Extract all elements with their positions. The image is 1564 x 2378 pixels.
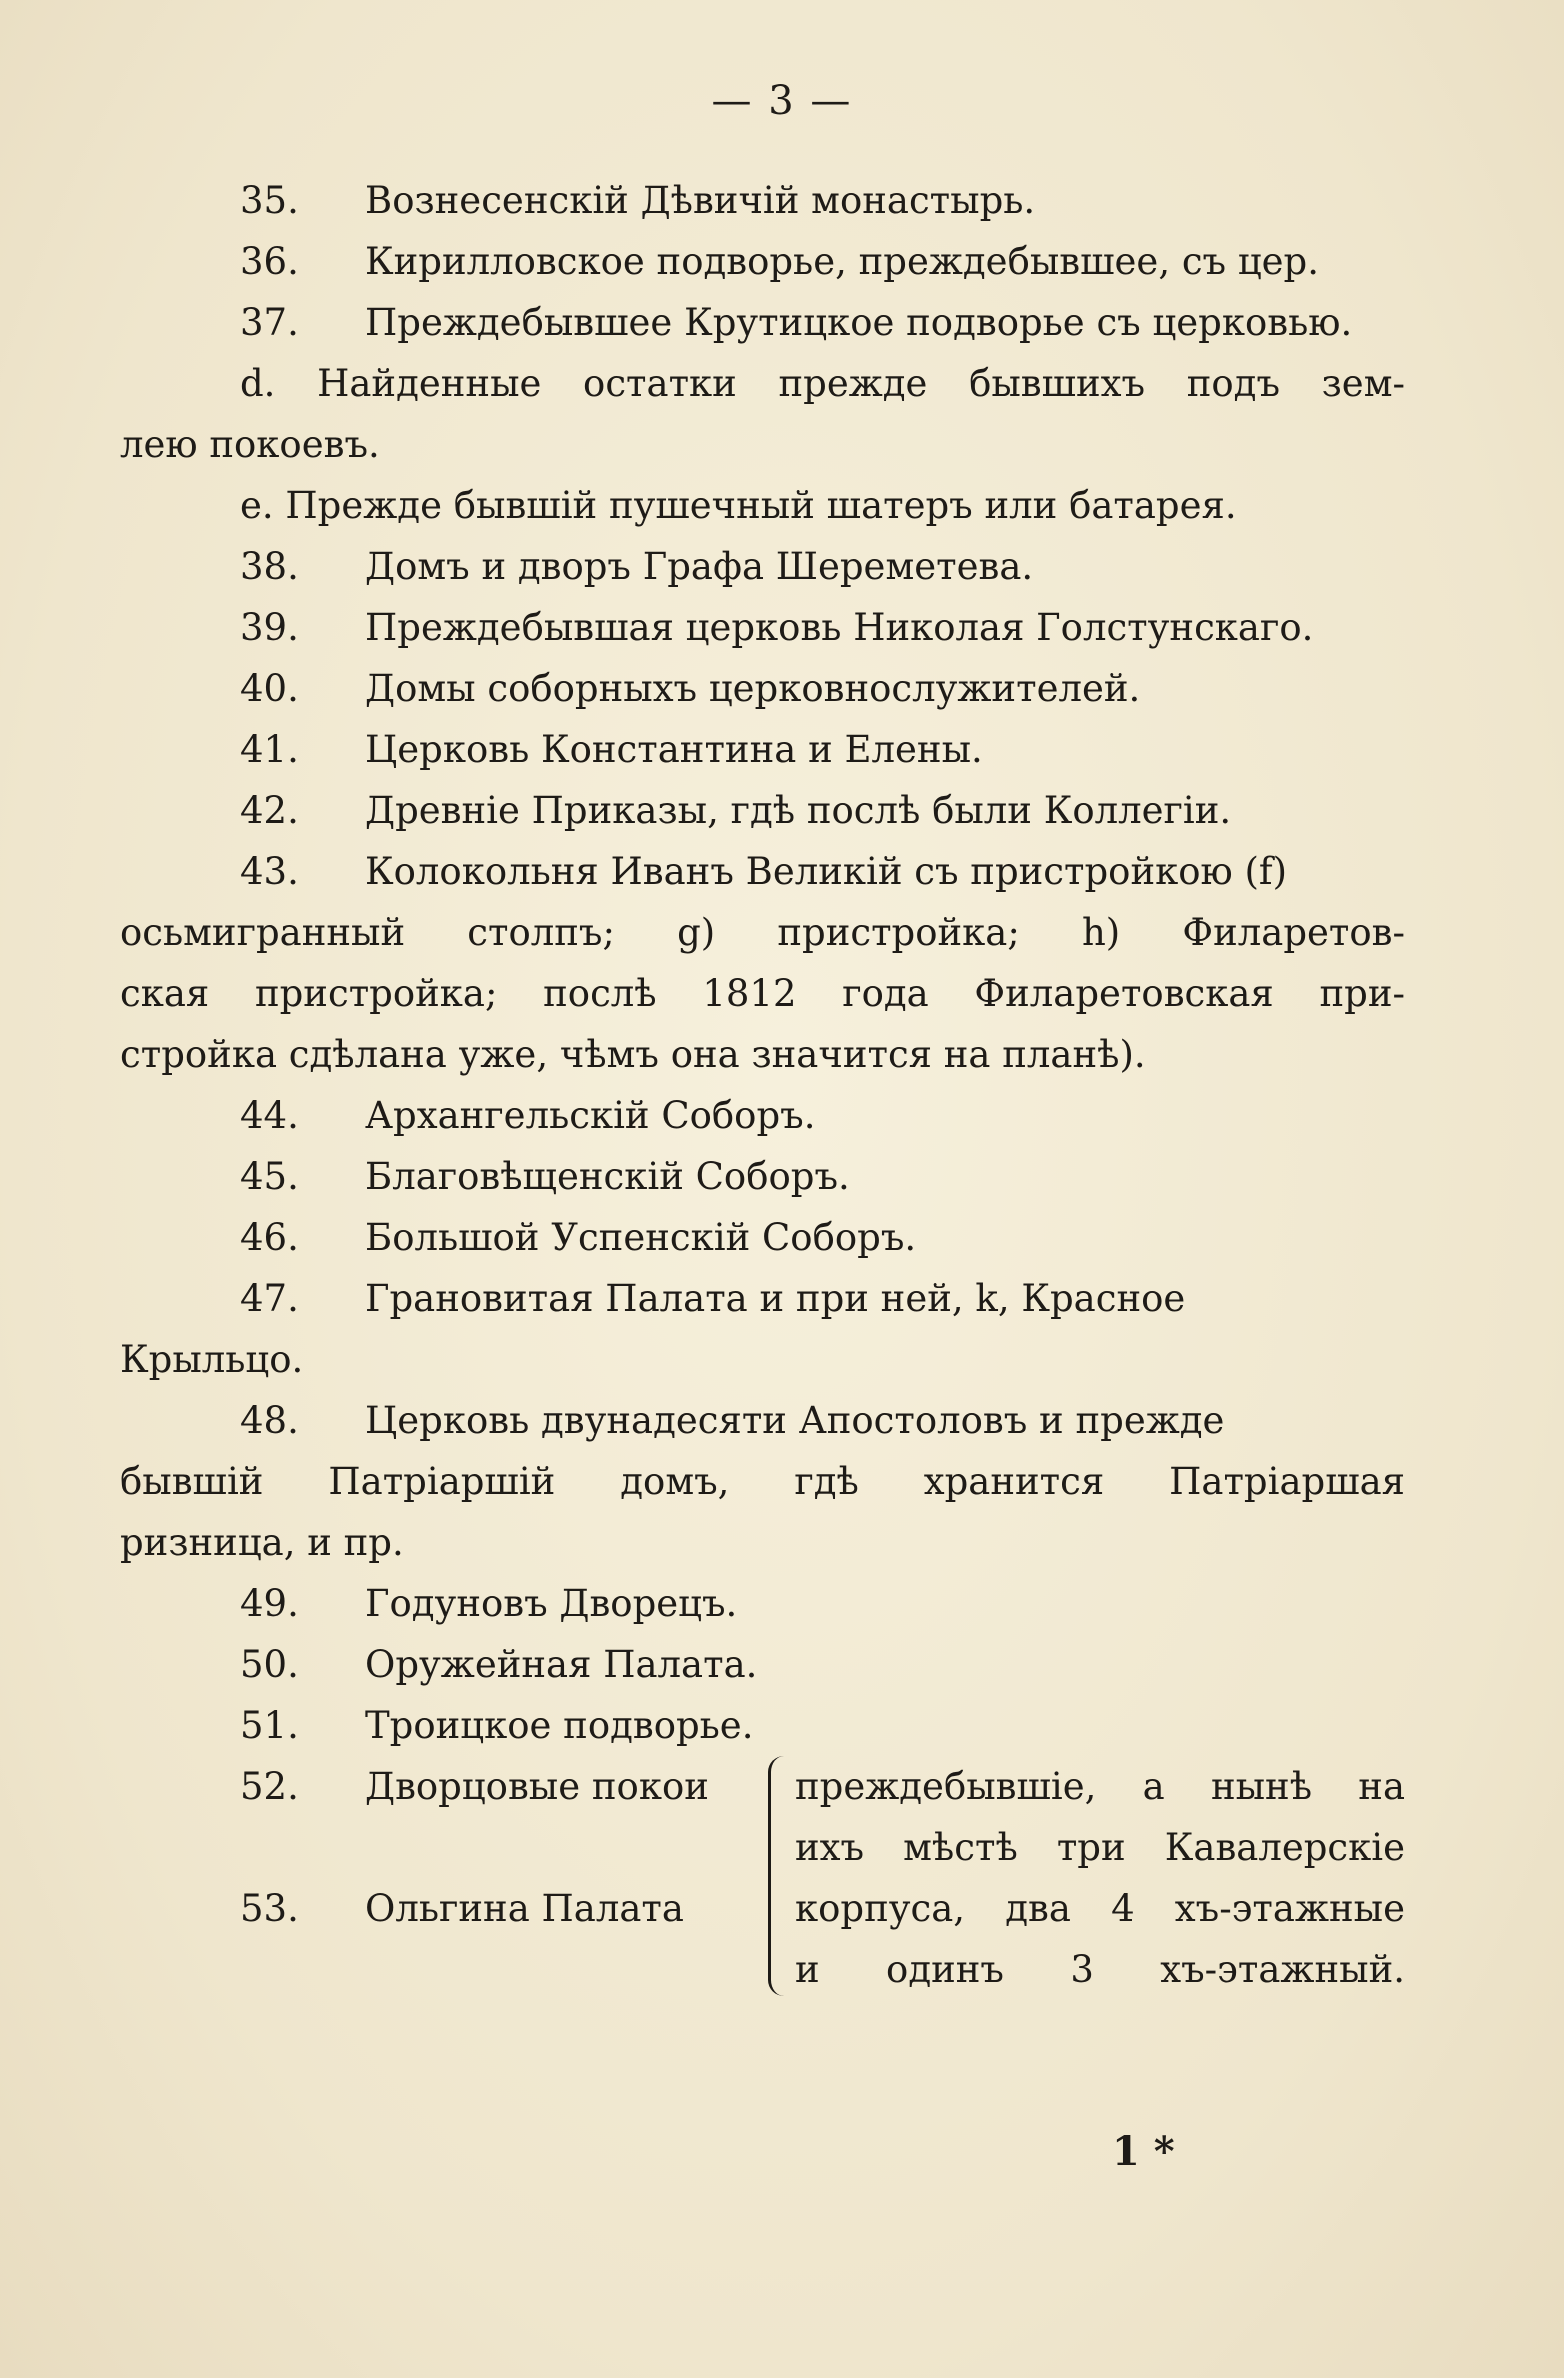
item-text: Грановитая Палата и при ней, k, Красное bbox=[365, 1277, 1186, 1320]
list-item bbox=[120, 1085, 1405, 1146]
item-text: Архангельскій Соборъ. bbox=[365, 1094, 816, 1137]
item-number: 43. bbox=[240, 850, 299, 893]
item-text: Древніе Приказы, гдѣ послѣ были Коллегіи. bbox=[365, 789, 1232, 832]
item-number: 36. bbox=[240, 240, 299, 283]
annotation-line: преждебывшіе, а нынѣ на bbox=[795, 1765, 1405, 1808]
item-number: 44. bbox=[240, 1094, 299, 1137]
list-item bbox=[120, 1207, 1405, 1268]
list-item bbox=[120, 1268, 1405, 1329]
list-item bbox=[120, 719, 1405, 780]
brace-annotation bbox=[795, 1756, 1405, 2000]
item-text: Вознесенскій Дѣвичій монастырь. bbox=[365, 179, 1036, 222]
continuation-line: лею покоевъ. bbox=[120, 423, 380, 466]
list-item bbox=[120, 841, 1405, 902]
continuation-line: ризница, и пр. bbox=[120, 1521, 404, 1564]
list-item bbox=[120, 780, 1405, 841]
item-number: 41. bbox=[240, 728, 299, 771]
continuation-line: осьмигранный столпъ; g) пристройка; h) Филаретов- bbox=[120, 911, 1405, 954]
list-item bbox=[120, 292, 1405, 353]
annotation-line: корпуса, два 4 хъ-этажные bbox=[795, 1887, 1405, 1930]
item-number: 48. bbox=[240, 1399, 299, 1442]
item-text: Домы соборныхъ церковнослужителей. bbox=[365, 667, 1141, 710]
item-number: 39. bbox=[240, 606, 299, 649]
item-number: 47. bbox=[240, 1277, 299, 1320]
list-item bbox=[120, 536, 1405, 597]
item-number: 53. bbox=[240, 1887, 299, 1930]
signature-mark: 1 * bbox=[1112, 2128, 1175, 2175]
item-text: Преждебывшая церковь Николая Голстунскаго. bbox=[365, 606, 1314, 649]
item-number: 45. bbox=[240, 1155, 299, 1198]
list-item bbox=[120, 1146, 1405, 1207]
item-text: Большой Успенскій Соборъ. bbox=[365, 1216, 917, 1259]
item-text: Благовѣщенскій Соборъ. bbox=[365, 1155, 850, 1198]
continuation-line: Крыльцо. bbox=[120, 1338, 304, 1381]
list-item bbox=[120, 1634, 1405, 1695]
curly-brace bbox=[768, 1756, 791, 1996]
item-text: Годуновъ Дворецъ. bbox=[365, 1582, 738, 1625]
item-text: Оружейная Палата. bbox=[365, 1643, 758, 1686]
item-text: Ольгина Палата bbox=[365, 1887, 684, 1930]
list-item bbox=[120, 658, 1405, 719]
item-number: 46. bbox=[240, 1216, 299, 1259]
item-number: 49. bbox=[240, 1582, 299, 1625]
continuation-line: ская пристройка; послѣ 1812 года Филаретовская при- bbox=[120, 972, 1405, 1015]
item-number: 35. bbox=[240, 179, 299, 222]
list-item bbox=[120, 1390, 1405, 1451]
item-number: 42. bbox=[240, 789, 299, 832]
item-number: 50. bbox=[240, 1643, 299, 1686]
list-item bbox=[120, 597, 1405, 658]
annotation-line: и одинъ 3 хъ-этажный. bbox=[795, 1948, 1405, 1991]
item-text: Церковь двунадесяти Апостоловъ и прежде bbox=[365, 1399, 1225, 1442]
list-item bbox=[120, 231, 1405, 292]
item-number: 52. bbox=[240, 1765, 299, 1808]
item-number: 51. bbox=[240, 1704, 299, 1747]
item-text: Церковь Константина и Елены. bbox=[365, 728, 983, 771]
item-text: Домъ и дворъ Графа Шереметева. bbox=[365, 545, 1034, 588]
page-number: — 3 — bbox=[711, 78, 853, 124]
list-item: d. Найденные остатки прежде бывшихъ подъ зем- bbox=[240, 362, 1405, 405]
list-item bbox=[120, 170, 1405, 231]
item-text: Преждебывшее Крутицкое подворье съ церковью. bbox=[365, 301, 1353, 344]
item-number: 38. bbox=[240, 545, 299, 588]
item-number: 40. bbox=[240, 667, 299, 710]
item-text: Дворцовые покои bbox=[365, 1765, 709, 1808]
continuation-line: стройка сдѣлана уже, чѣмъ она значится на планѣ). bbox=[120, 1033, 1146, 1076]
item-text: Кирилловское подворье, преждебывшее, съ цер. bbox=[365, 240, 1319, 283]
page-body bbox=[120, 170, 1405, 1991]
list-item bbox=[120, 1573, 1405, 1634]
item-number: 37. bbox=[240, 301, 299, 344]
continuation-line: бывшій Патріаршій домъ, гдѣ хранится Патріаршая bbox=[120, 1460, 1405, 1503]
list-item: e. Прежде бывшій пушечный шатеръ или батарея. bbox=[240, 484, 1237, 527]
item-text: Троицкое подворье. bbox=[365, 1704, 754, 1747]
annotation-line: ихъ мѣстѣ три Кавалерскіе bbox=[795, 1826, 1405, 1869]
brace-group bbox=[120, 1756, 1405, 1991]
list-item bbox=[120, 1695, 1405, 1756]
item-text: Колокольня Иванъ Великій съ пристройкою (f) bbox=[365, 850, 1288, 893]
